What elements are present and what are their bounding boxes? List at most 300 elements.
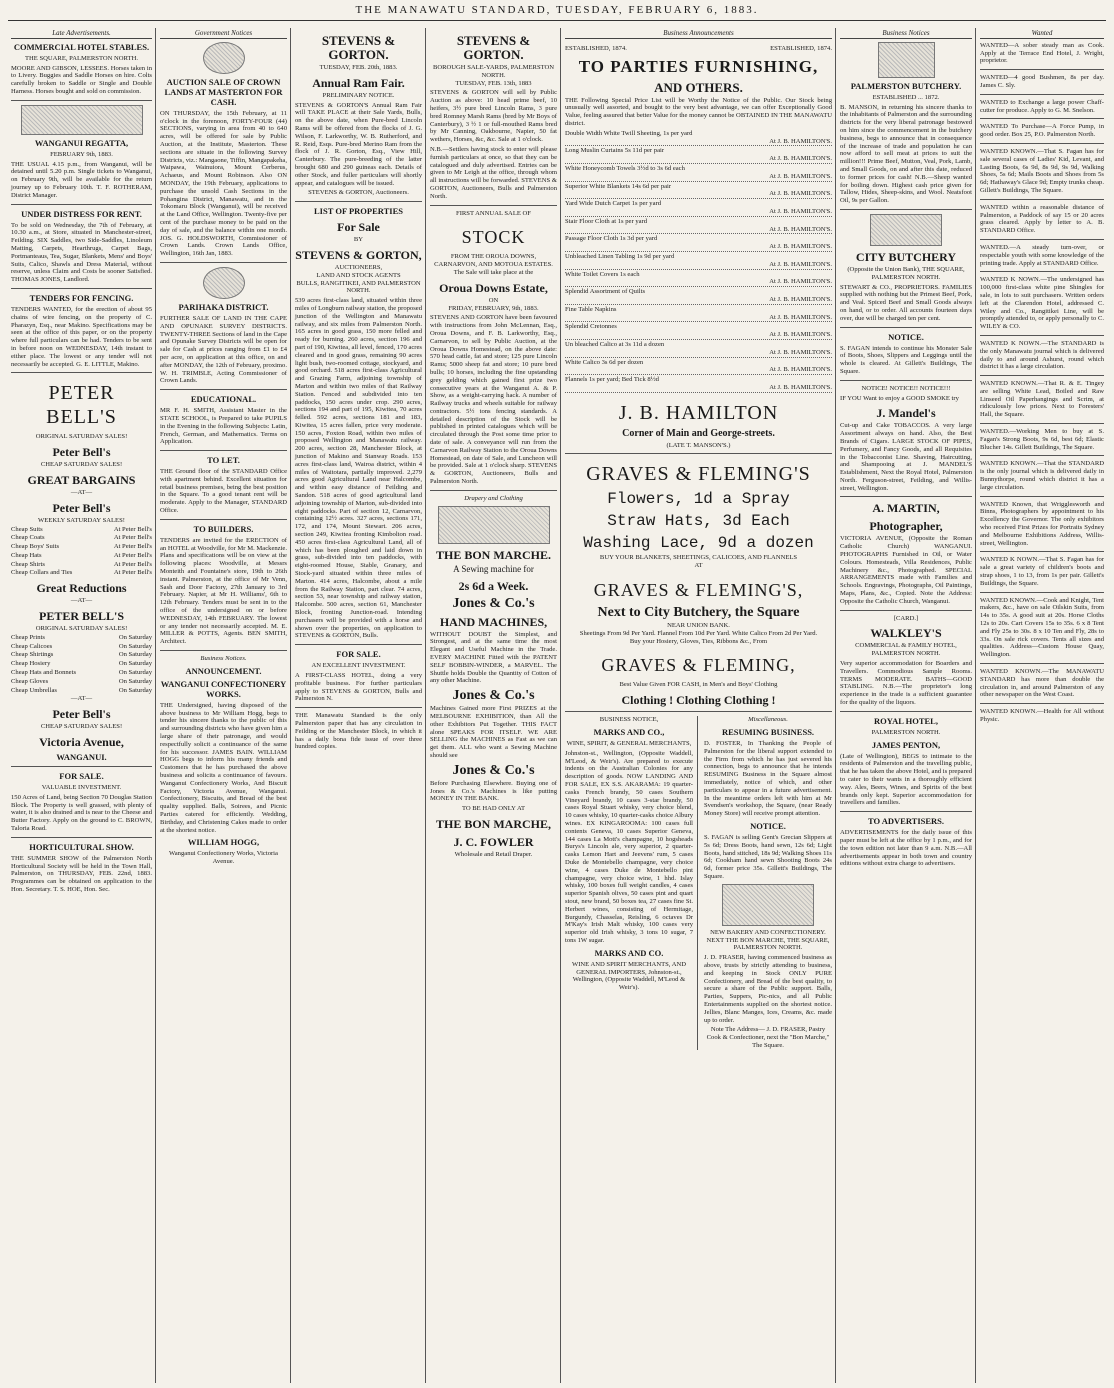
wanted-ad: WANTED within a reasonable distance of Palmerston, a Paddock of say 15 or 20 acres grass cleared. Apply by letter to A. B. STANDARD Office. [980, 203, 1104, 235]
column-wanted [977, 30, 1107, 1380]
resuming-title: RESUMING BUSINESS. [721, 727, 815, 738]
item-name: Cheap Suits [11, 525, 43, 533]
item-where: At J. B. HAMILTON'S. [769, 348, 832, 356]
card-label: [CARD.] [893, 614, 919, 622]
item-name: Cheap Umbrellas [11, 686, 57, 694]
wanted-ad: WANTED—A sober steady man as Cook. Apply at the Terrace End Hotel, J. Wright, proprietor. [980, 41, 1104, 65]
wanted-ad: WANTED.—Working Men to buy at S. Fagan's Strong Boots, 9s 6d, best 6d; Elastic Blucher 14s. Gillett Buildings, The Square. [980, 428, 1104, 451]
best-value: Best Value Given FOR CASH, in Men's and Boys' Clothing [619, 681, 778, 689]
for-sale-heading: FOR SALE. [336, 649, 381, 660]
confectionery-body: THE Undersigned, having disposed of the above business to Mr William Hogg, begs to tender his sincere thanks to the public of this and surrounding districts who have given him a large share of their patronage, and would respectfully solicit a continuance of the same for his successor. JAMES BAIN. WILLIAM HOGG begs to inform his many friends and Customers that he has purchased the above business and solicits a continuance of favours. Wanganui Confectionery Works, And Biscuit Factory, Victoria Avenue, Wanganui. Confectionery, Biscuits, and Bread of the best quality supplied. Balls, Soirees, and Picnic Parties catered for efficiently. Wedding, Birthday, and Christening Cakes made to order at the shortest notice. [160, 701, 287, 834]
jones-title: Jones & Co.'s [452, 595, 535, 611]
hand-machines: HAND MACHINES, [439, 614, 548, 629]
item-name: Double Width White Twill Sheeting, 1s per yard [565, 129, 693, 137]
price-list-1 [11, 526, 152, 578]
and-others: AND OTHERS. [654, 79, 743, 95]
first-annual-sale: FIRST ANNUAL SALE OF [456, 209, 531, 217]
ad-stables [11, 42, 152, 96]
city-butchery-address: (Opposite the Union Bank), THE SQUARE, PALMERSTON NORTH. [847, 265, 965, 281]
peter-bell-name-2: Peter Bell's [52, 707, 111, 722]
sewing-machine-offer: A Sewing machine for [453, 563, 534, 574]
column-divider [560, 28, 561, 1383]
item-name: Long Muslin Curtains 5s 11d per pair [565, 147, 665, 155]
notice-triple: NOTICE! NOTICE!! NOTICE!!! [861, 384, 951, 392]
peter-bell-title-2: PETER BELL'S [38, 609, 125, 624]
item-when: On Saturday [118, 686, 152, 694]
list-item [11, 534, 152, 542]
divider [11, 766, 152, 767]
fagan-body: S. FAGAN is selling Gent's Grecian Slippers at 5s 6d; Dress Boots, hand sewn, 12s 6d; Light Boots, hand stitched, 18s 9d; Walking Shoes 11s 6d; Cookham hand sewn Shooting Boots 24s 6d, former price 35s. Gillett's Buildings, The Square. [704, 834, 832, 881]
divider [980, 271, 1104, 272]
confectionery-title: WANGANUI CONFECTIONERY WORKS. [160, 678, 287, 699]
royal-hotel-sub: PALMERSTON NORTH. [871, 728, 941, 736]
divider [11, 837, 152, 838]
city-butchery: CITY BUTCHERY [855, 249, 957, 264]
item-where: At J. B. HAMILTON'S. [769, 260, 832, 268]
bakery-location: NEXT THE BON MARCHE, THE SQUARE, PALMERSTON NORTH. [706, 936, 830, 952]
palmerston-butchery: PALMERSTON BUTCHERY. [850, 80, 962, 91]
divider [980, 551, 1104, 552]
ad-subtitle: FEBRUARY 9th, 1883. [50, 150, 113, 158]
column-divider [425, 28, 426, 1383]
divider [840, 380, 972, 381]
victoria-avenue: Victoria Avenue, [39, 735, 124, 750]
list-item [565, 376, 832, 393]
column-business-announcements [562, 30, 835, 1380]
established-row [565, 45, 832, 53]
preliminary-notice: PRELIMINARY NOTICE. [322, 91, 395, 99]
to-let-body: THE Ground floor of the STANDARD Office with apartment behind. Excellent situation for retail business premises, being the best position in the Square. To a good tenant rent will be moderate. Apply to the Manager, STANDARD Office. [160, 468, 287, 515]
bon-marche-title-2: THE BON MARCHE, [435, 817, 551, 831]
divider [840, 496, 972, 497]
item-name: Cheap Shirtings [11, 651, 54, 659]
price-list-2 [11, 634, 152, 695]
smoke-line: IF YOU Want to enjoy a GOOD SMOKE try [840, 394, 959, 402]
item-name: Cheap Prints [11, 633, 45, 641]
divider [840, 209, 972, 210]
item-when: On Saturday [118, 669, 152, 677]
item-where: At J. B. HAMILTON'S. [769, 366, 832, 374]
ad-distress [11, 209, 152, 284]
item-where: At Peter Bell's [113, 569, 152, 577]
item-where: At J. B. HAMILTON'S. [769, 190, 832, 198]
list-item [11, 687, 152, 695]
divider [295, 707, 422, 708]
stock-body: STEVENS AND GORTON have been favoured with instructions from John McLennan, Esq., Oroua Downs, and F. B. Larkworthy, Esq., Carnarvon, to sell by Public Auction, at the Oroua Downs Homestead, on the above date: 570 head cattle, fat and store; 125 pure Lincoln Rams; 5000 sheep fat and store; 10 pure bred bulls; 10 horses, including the fine upstanding grey gelding which gained first prize two consecutive years at the Wanganui A. & P. Show, as a weight-carrying hack. A number of Railway trucks and wheels suitable for railway contractors. 5½ tons fencing standards. A detailed description of the Stock will be published in printed catalogues which will be circulated through the Post some time prior to date of sale. A conveyance will run from the Carnarvon Railway Station to the Oroua Downs Homestead, on date of Sale, and Luncheon will be provided. Sale at 1 o'clock sharp. STEVENS & GORTON, Auctioneers, Bulls and Palmerston North. [430, 314, 557, 486]
item-name: Un bleached Calico at 3s 11d a dozen [565, 340, 665, 348]
wanted-ad: WANTED KNOWN.—Health for All without Physic. [980, 708, 1104, 723]
ram-fair-title: Annual Ram Fair. [312, 75, 405, 90]
divider [980, 455, 1104, 456]
wanted-ad: WANTED KNOWN.—That the STANDARD is the only journal which is delivered daily in Bunnythorpe, round which district it has a large circulation. [980, 460, 1104, 491]
wanted-ad: WANTED K NOWN.—That S. Fagan has for sale a great variety of children's boots and strap shoes, 1 to 13, from 1s per pair. Gillett's Buildings, the Square. [980, 556, 1104, 587]
wanted-ad: WANTED KNOWN.—Cook and Knight, Tent makers, &c., have on sale Oilskin Suits, from 14s to 35s. A good suit at 20s. Horse Cloths 12s to 20s. Cart Covers 15s to 35s. 6 x 8 Tent and Fly 25s to 30s. 8 x 10 Ten and Fly, 28s to 33s. On sale rick covers. Tents all sizes and qualities. Address—Custom House Quay, Wellington. [980, 596, 1104, 659]
divider [980, 703, 1104, 704]
list-item [565, 147, 832, 164]
section-heading: Business Notices [840, 30, 972, 39]
horticultural-show-body: THE SUMMER SHOW of the Palmerston North Horticultural Society will be held in the Town Hall, Palmerston, on THURSDAY, FEB. 22nd, 1883. Programmes can be obtained on application to the Hon. Secretary. T. S. HOE, Hon. Sec. [11, 854, 152, 894]
before-body: Before Purchasing Elsewhere. Buying one of Jones & Co.'s Machines is like putting MONEY IN THE BANK. [430, 779, 557, 803]
divider [980, 69, 1104, 70]
list-item [11, 552, 152, 560]
section-heading: Late Advertisements. [11, 30, 152, 39]
ad-title: COMMERCIAL HOTEL STABLES. [13, 41, 150, 52]
peter-bell-cheap-sub: CHEAP SATURDAY SALES! [40, 461, 123, 469]
section-heading: Wanted [980, 30, 1104, 39]
hogg-address: Wanganui Confectionery Works, Victoria Avenue. [169, 850, 278, 866]
hamilton-price-list [565, 130, 832, 393]
ad-subtitle: THE SQUARE, PALMERSTON NORTH. [25, 54, 138, 62]
martin-title: A. MARTIN, [872, 501, 940, 516]
item-name: Cheap Shirts [11, 560, 45, 568]
investment-label: AN EXCELLENT INVESTMENT. [311, 662, 406, 670]
column-divider [835, 28, 836, 1383]
to-advertisers-title: TO ADVERTISERS. [867, 816, 945, 827]
divider [11, 288, 152, 289]
marks-sub: WINE, SPIRIT, & GENERAL MERCHANTS, [566, 740, 692, 748]
hamilton-late: (LATE T. MANSON'S.) [666, 441, 731, 449]
miscellaneous-column [704, 716, 832, 1050]
list-item [565, 253, 832, 270]
divider [980, 199, 1104, 200]
item-name: Yard Wide Dutch Carpet 1s per yard [565, 200, 661, 208]
list-item [565, 218, 832, 235]
straw-hats-offer: Straw Hats, 3d Each [607, 512, 790, 531]
column-government-notices [157, 30, 290, 1380]
list-item [11, 561, 152, 569]
wanted-ad: WANTED—4 good Bushmen, 8s per day. James C. Sly. [980, 74, 1104, 89]
sale-date: TUESDAY, FEB. 20th, 1883. [319, 64, 398, 71]
item-name: Cheap Hosiery [11, 660, 51, 668]
item-when: On Saturday [118, 660, 152, 668]
divider [980, 143, 1104, 144]
furnishing-intro: THE Following Special Price List will be Worthy the Notice of the Public. Our Stock being unusually well assorted, and bought to the very best advantage, we can offer Exceptionally Good Value, feeling assured that better Value for the money cannot be OBTAINED IN THE MANAWATU district. [565, 96, 832, 127]
to-let-title: TO LET. [207, 455, 240, 466]
divider [840, 610, 972, 611]
list-item [565, 200, 832, 217]
standard-notice: THE Manawatu Standard is the only Palmerston paper that has any circulation in Feilding or the Manchester Block, in which it has a daily bona fide issue of over three hundred copies. [295, 712, 422, 751]
graves-title-2: GRAVES & FLEMING'S, [593, 580, 804, 601]
hamilton-title: J. B. HAMILTON [618, 401, 779, 424]
divider [980, 423, 1104, 424]
fowler-sub: Wholesale and Retail Draper. [454, 851, 533, 858]
stock-title: STOCK [461, 227, 526, 248]
ad-regatta [11, 138, 152, 200]
penton-name: JAMES PENTON, [871, 739, 941, 750]
list-item [565, 341, 832, 358]
established-right: ESTABLISHED, 1874. [770, 44, 832, 52]
wanted-ad: WANTED K NOWN.—The STANDARD is the only Manawatu journal which is delivered daily to and around Ashurst, round which district it has a large circulation. [980, 339, 1104, 371]
marks-sub-2: WINE AND SPIRIT MERCHANTS, AND GENERAL IMPORTERS, Johnston-st., Wellington, (Opposite Waddell, M'Leod & Weir's). [572, 960, 686, 992]
firm-title: STEVENS & GORTON. [456, 33, 531, 62]
sheep-engraving-icon [870, 214, 942, 246]
divider [980, 375, 1104, 376]
educational-body: MR F. H. SMITH, Assistant Master in the STATE SCHOOL, is Prepared to take PUPILS in the Evening in the following Subjects: Latin, French, German, and Mathematics. Terms on Application. [160, 407, 287, 446]
wanted-ad: WANTED Known, that Wrigglesworth and Binns, Photographers by appointment to his Excellency the Governor. The only exhibitors who received First Prizes for Portraits Sydney and Melbourne Exhibitions Address, Willis-street, Wellington. [980, 500, 1104, 547]
item-where: At Peter Bell's [113, 543, 152, 551]
column-divider [155, 28, 156, 1383]
marks-title: MARKS AND CO., [593, 727, 665, 738]
hogg-name: WILLIAM HOGG, [187, 837, 260, 848]
item-name: Stair Floor Cloth at 1s per yard [565, 217, 648, 225]
divider [980, 94, 1104, 95]
section-heading: Government Notices [160, 30, 287, 39]
sale-nb: N.B.—Settlers having stock to enter will please furnish particulars at once, so that they can be catalogued and duly advertised. Entries can be given to Mr Leigh at the office, through whom all instructions will be forwarded. STEVENS & GORTON, Auctioneers, Bulls and Palmerston North. [430, 145, 557, 200]
established-left: ESTABLISHED, 1874. [565, 44, 627, 52]
divider [980, 239, 1104, 240]
section-heading: Business Announcements [565, 30, 832, 39]
bull-engraving-icon [878, 42, 935, 78]
hotel-body: A FIRST-CLASS HOTEL, doing a very profitable business. For further particulars apply to STEVENS & GORTON, Bulls and Palmerston N. [295, 672, 422, 703]
wanted-ad: WANTED.—A steady turn-over, or respectable youth with some knowledge of the printing trade. Apply at STANDARD Office. [980, 243, 1104, 267]
item-name: Cheap Gloves [11, 677, 49, 685]
divider [295, 644, 422, 645]
for-sale-heading: FOR SALE. [59, 771, 104, 782]
item-where: At J. B. HAMILTON'S. [769, 243, 832, 251]
announcement-title: ANNOUNCEMENT. [185, 665, 262, 676]
item-where: At Peter Bell's [113, 560, 152, 568]
peter-bell-subtitle: ORIGINAL SATURDAY SALES! [35, 433, 128, 441]
divider [160, 650, 287, 651]
valuable-investment-body: 150 Acres of Land, being Section 70 Douglas Station Block. The Property is well grassed, with plenty of water, it is also drained and is near to the Cheese and Butter Factory. Apply on the ground to C. BROWN, Taloria Road. [11, 793, 152, 833]
wanganui: WANGANUI. [56, 752, 107, 763]
properties-title: LIST OF PROPERTIES [314, 206, 403, 217]
list-item [565, 271, 832, 288]
peter-bell-title: PETER BELL'S [46, 382, 117, 429]
buy-blankets: BUY YOUR BLANKETS, SHEETINGS, CALICOES, AND FLANNELS [599, 554, 798, 562]
item-where: At Peter Bell's [113, 525, 152, 533]
masthead: THE MANAWATU STANDARD, TUESDAY, FEBRUARY 6, 1883. [355, 4, 759, 16]
walkley-sub: COMMERCIAL & FAMILY HOTEL, PALMERSTON NORTH. [855, 642, 957, 658]
ad-body: THE USUAL 4.15 p.m., from Wanganui, will be detained until 5.20 p.m. Single tickets to Wanganui, on February 9th, will be available for the return journey up to February 10th. T. F. ROTHERAM, District Manager. [11, 160, 152, 199]
royal-hotel-title: ROYAL HOTEL, [874, 715, 938, 726]
divider [11, 204, 152, 205]
item-name: Passage Floor Cloth 1s 3d per yard [565, 235, 658, 243]
list-item [11, 569, 152, 577]
item-where: At J. B. HAMILTON'S. [769, 313, 832, 321]
places-label: BULLS, RANGITIKEI, AND PALMERSTON NORTH. [296, 279, 421, 295]
marks-title-2: MARKS AND CO. [594, 947, 664, 958]
list-item [11, 543, 152, 551]
peter-bell-cheap-sub-2: CHEAP SATURDAY SALES! [40, 723, 123, 731]
divider [840, 327, 972, 328]
fagan-body: S. FAGAN intends to continue his Monster Sale of Boots, Shoes, Slippers and Leggings until the whole is cleared. At Gillett's Buildings, The Square. [840, 344, 972, 375]
misc-heading: Miscellaneous. [748, 716, 788, 724]
item-when: On Saturday [118, 633, 152, 641]
column-divider [975, 28, 976, 1383]
item-where: At Peter Bell's [113, 534, 152, 542]
item-name: Splendid Assortment of Quilts [565, 288, 646, 296]
auction-body: ON THURSDAY, the 15th February, at 11 o'clock in the forenoon, FORTY-FOUR (44) SECTIONS, varying in area from 40 to 640 acres, will be offered for sale by Public Auction, at the Institute, Masterton. These sections are situate in the following Survey Districts, viz.: Mangaone, Tiffin, Mangapakeha, Waipawa, Wainuiora, Mount Cerberus, Achaeus, and Mount Robinson. Also ON MONDAY, the 19th February, applications to purchase the unsold Cash Sections in the Pohangina District, Manawatu, and in the Tokomaru Block (Wanganui), will be received at the Land Office, Wellington. Twenty-five per cent of the purchase money to be paid on the day of sale, and the balance within one month. JOS. G. HOLDSWORTH, Commissioner of Crown Lands. Crown Lands Office, Wellington, 16th Jan, 1883. [160, 109, 287, 258]
at-label: AT [694, 562, 703, 570]
column-business-notices [837, 30, 975, 1380]
builders-title: TO BUILDERS. [193, 523, 254, 534]
sheeting-prices: Sheetings From 9d Per Yard. Flannel From 10d Per Yard. White Calico From 2d Per Yard. [579, 629, 818, 637]
walkley-body: Very superior accommodation for Boarders and Travellers. Commodious Sample Rooms. TERMS MODERATE. BATHS—GOOD STABLING. N.B.—The proprietor's long experience in the trade is a sufficient guarantee for the quality of the liquors. [840, 660, 972, 707]
ad-title: WANGANUI REGATTA, [34, 137, 129, 148]
auctioneers-label: AUCTIONEERS, [334, 263, 383, 271]
fowler-name: J. C. FOWLER [453, 835, 534, 849]
at-label: —AT— [70, 695, 93, 703]
fraser-body: J. D. FRASER, having commenced business as above, trusts by strictly attending to business, and keeping in Stock ONLY PURE Confectionery, and Bread of the best quality, to secure a share of the Public support. Balls, Parties, Suppers, Pic-nics, and all Public Entertainments supplied on the shortest notice. Jellies, Blanc Manges, Ices, Creams, &c. made up to order. [704, 954, 832, 1024]
photographer-body: VICTORIA AVENUE, (Opposite the Roman Catholic Church) WANGANUI. PHOTOGRAPHS Furnished in Oil, or Water Colours. Homesteads, Villa Residences, Public Machinery &c., Photographed. SPECIAL ARRANGEMENTS made with Families and Schools. Engravings, Photographs, Oil Paintings, Maps, Plans, &c., Copied. Note the Address: Opposite the Catholic Church, Wanganui. [840, 535, 972, 605]
peter-bell-cheap: Peter Bell's [52, 445, 111, 460]
stock-date: FRIDAY, FEBRUARY, 9th, 1883. [448, 304, 539, 312]
item-where: At J. B. HAMILTON'S. [769, 172, 832, 180]
peter-bell-subtitle-2: ORIGINAL SATURDAY SALES! [35, 625, 128, 633]
divider [160, 519, 287, 520]
list-item [565, 288, 832, 305]
item-where: At J. B. HAMILTON'S. [769, 155, 832, 163]
column-stevens-gorton-2 [427, 30, 560, 1380]
at-label: —AT— [70, 597, 93, 605]
auctioneers-sign: STEVENS & GORTON, Auctioneers. [308, 189, 409, 197]
list-item [11, 678, 152, 686]
divider [980, 496, 1104, 497]
graves-title: GRAVES & FLEMING'S [586, 463, 811, 486]
prize-body: Machines Gained more First PRIZES at the MELBOURNE EXHIBITION, than All the other Exhibitors Put Together. THIS FACT alone SPEAKS FOR ITSELF. WE ARE SELLING the MACHINES as Fast as we can get them. ALL who want a Sewing Machine should see [430, 705, 557, 760]
item-where: At J. B. HAMILTON'S. [769, 207, 832, 215]
wanted-ad: WANTED KNOWN.—That S. Fagan has for sale several cases of Ladies' Kid, Levant, and Lasting Boots, 6s 9d, 8s 9d, 9s 9d, Walking Shoes, 5s 6d; Mails Boots and Shoes from 5s 6d; Hathaway's Glace 9d; Empty trunks cheap. Gillett's Buildings, The Square. [980, 147, 1104, 194]
stock-from: FROM THE OROUA DOWNS, CARNARVON, AND MOTOUA ESTATES. [434, 253, 553, 269]
item-name: Cheap Calicoes [11, 642, 53, 650]
divider [295, 201, 422, 202]
item-where: At J. B. HAMILTON'S. [769, 225, 832, 233]
lower-two-columns [565, 716, 832, 1050]
flowers-offer: Flowers, 1d a Spray [607, 490, 790, 509]
by-label: BY [353, 236, 364, 244]
list-item [11, 651, 152, 659]
mandel-title: J. Mandel's [876, 406, 936, 421]
bakery-engraving-icon [722, 884, 814, 926]
auction-title: AUCTION SALE OF CROWN LANDS AT MASTERTON FOR CASH. [164, 76, 283, 107]
jones-title-2: Jones & Co.'s [452, 688, 535, 704]
estate-name: Oroua Downs Estate, [439, 280, 548, 295]
item-where: At J. B. HAMILTON'S. [769, 331, 832, 339]
agents-label: LAND AND STOCK AGENTS [316, 271, 401, 279]
column-stevens-gorton-1 [292, 30, 425, 1380]
item-name: White Honeycomb Towels 3½d to 3s 6d each [565, 164, 685, 172]
business-notices-heading: Business Notices. [200, 655, 247, 663]
weekly-price: 2s 6d a Week. [458, 578, 529, 593]
fraser-address: Note The Address— J. D. FRASER, Pastry Cook & Confectioner, next the "Bon Marche," The Square. [706, 1026, 830, 1049]
item-when: On Saturday [118, 677, 152, 685]
list-item [565, 359, 832, 376]
valuable-investment: VALUABLE INVESTMENT. [41, 784, 122, 792]
graves-address: Next to City Butchery, the Square [597, 605, 800, 621]
notice-title: NOTICE. [888, 331, 924, 342]
item-where: At Peter Bell's [113, 551, 152, 559]
list-item [565, 235, 832, 252]
item-name: Superior White Blankets 14s 6d per pair [565, 182, 672, 190]
marks-body: Johnston-st., Wellington, (Opposite Waddell, M'Leod, & Weir's). Are prepared to execute indents on the Australian Colonies for any description of goods. NOW LANDING AND FOR SALE, EX S.S. AKARAMA: 19 quarter-casks French brandy, 50 cases Southern Vineyard brandy, 10 cases 3-star brandy, 50 cases Royal Stuart whisky, very choice blend, 10 cases whisky, 10 quarter-casks choice Albury wines. EX KINGAROOMA: 100 cases full contents Geneva, 10 cases Superior Geneva, 144 cases La Mott's champagne, 10 hogsheads Burys's Lincoln ale, very superior, 2 quarter-casks Lemon Hart and Jeevens' rum, 5 cases Duke de Montebello champagne, very choice wine, 4 cases Duke de Montebello pint champagne, very choice wine, 1 hhd. Islay whisky, 100 boxes full weight candles, 4 cases superior Spanish olives, 50 cases pint and quart stout, new brand, 50 boxes tea, 27 cases fine St. Herbert wines, consisting of Hermitage, Burgundy, Chasselas, Reisling, 6 octaves Dr M'Kay's Irish Malt whisky, 100 cases very superior old Irish whisky, 3 tons 10 sugar, 7 tons 1W sugar. [565, 749, 693, 944]
item-name: Cheap Collars and Ties [11, 569, 73, 577]
for-sale: For Sale [337, 220, 380, 235]
royal-crest-icon [203, 42, 245, 74]
to-be-had: TO BE HAD ONLY AT [461, 805, 526, 813]
peter-bell-name: Peter Bell's [52, 500, 111, 515]
divider [160, 262, 287, 263]
divider [980, 335, 1104, 336]
weekly-sales: WEEKLY SATURDAY SALES! [38, 516, 125, 524]
list-item [565, 306, 832, 323]
drapery-heading: Drapery and Clothing [464, 494, 523, 502]
list-item [11, 526, 152, 534]
divider [980, 592, 1104, 593]
divider [840, 711, 972, 712]
item-where: At J. B. HAMILTON'S. [769, 278, 832, 286]
item-name: Cheap Coats [11, 534, 45, 542]
district-body: FURTHER SALE OF LAND IN THE CAPE AND OPUNAKE SURVEY DISTRICTS. TWENTY-THREE Sections of land in the Cape and Opunake Survey Districts will be open for sale for Cash at prices ranging from £1 to £4 per acre, on application at this office, on and after MONDAY, the 12th of February, proximo. W. H. TRIMBLE, Acting Commissioner of Crown Lands. [160, 314, 287, 385]
foster-body: D. FOSTER, In Thanking the People of Palmerston for the liberal support extended to the Firm from which he has just severed his connection, begs to announce that he intends RESUMING Business in the Square almost immediately, notice of which, and other particulars to appear in a future advertisement. In the meantime orders left with him at Mr Svendsen's workshop, the Square, (near Ready Money Store) will receive prompt attention. [704, 740, 832, 818]
ad-body: To be sold on Wednesday, the 7th of February, at 10.30 a.m., at Store, situated in Manchester-street, Feilding. SIX Saddles, two Side-Saddles, Linoleum Matting, Carpets, Hearthrugs, Carpet Bags, Portmanteaus, Tea, Sugar, Blankets, Mens' and Boys' Suits, Calico, Shawls and Dress Material, without reserve, unless Claim and Costs be sooner Satisfied. THOMAS JONES, Landlord. [11, 221, 152, 284]
divider [430, 490, 557, 491]
manson-body: B. MANSON, in returning his sincere thanks to the inhabitants of Palmerston and the surrounding districts for the very liberal patronage bestowed on him since the commencement in the butchery business, begs to announce that in consequence of the increase of trade and population he can now afford to sell meat at prices to suit the million!!! Prime Beef, Mutton, Veal, Pork, Lamb, and Small Goods, on and after this date, reduced to former prices for cash! N.B.—Sheep wanted for boiling down. Highest cash price given for Tallow, Hides, Sheep-skins, and Wool. Neatsfoot Oil, 9s per Gallon. [840, 103, 972, 205]
divider [11, 372, 152, 373]
firm-name: STEVENS & GORTON, [295, 247, 422, 262]
list-item [565, 183, 832, 200]
divider [840, 811, 972, 812]
ram-fair-body: STEVENS & GORTON'S Annual Ram Fair will TAKE PLACE at their Sale Yards, Bulls, on the above date, when Pure-bred Lincoln Rams will be offered from the flocks of J. G. Wilson, F. Larkworthy, W. B. Rutherford, and R. Reid, Esqs. Pure-bred Merino Ram from the flock of J. R. Gorton, Esq., View Hill, Canterbury. The pure-breeding of the latter brought 680 and 290 guineas each. Details of other Stock, and fuller particulars will shortly appear, and catalogues will be issued. [295, 101, 422, 187]
butchery-established: ESTABLISHED ... 1872. [872, 93, 940, 101]
to-advertisers-body: ADVERTISEMENTS for the daily issue of this paper must be left at the office by 1 p.m., and for the town edition not later than 9 a.m. N.B.—All advertisements appear in both town and country editions without extra charge to advertisers. [840, 829, 972, 868]
bon-marche-title: THE BON MARCHE. [435, 547, 551, 562]
bakery-title: NEW BAKERY AND CONFECTIONERY. [710, 928, 826, 936]
list-item [11, 634, 152, 642]
masthead-rule [8, 20, 1106, 21]
royal-crest-icon [203, 267, 245, 299]
ad-title: UNDER DISTRESS FOR RENT. [21, 208, 142, 219]
item-name: Fine Table Napkins [565, 305, 617, 313]
educational-title: EDUCATIONAL. [190, 394, 257, 405]
divider [160, 389, 287, 390]
hand-machines-body: WITHOUT DOUBT the Simplest, and Strongest, and at the same time the most Elegant and Useful Machine in the Trade. EVERY MACHINE Fitted with the PATENT SELF BOBBIN-WINDER, a MARVEL. The Shuttle holds Double the Quantity of Cotton of any other Machine. [430, 630, 557, 685]
column-divider [290, 28, 291, 1383]
firm-title: STEVENS & GORTON. [321, 33, 396, 62]
business-notice: BUSINESS NOTICE, [599, 716, 659, 724]
list-item [11, 669, 152, 677]
great-bargains: GREAT BARGAINS [27, 472, 136, 487]
furnishing-title: TO PARTIES FURNISHING, [578, 56, 819, 76]
ad-fencing [11, 293, 152, 368]
list-item [565, 323, 832, 340]
item-name: Flannels 1s per yard; Bed Tick 8½d [565, 376, 659, 384]
list-item [565, 130, 832, 147]
sale-body: STEVENS & GORTON will sell by Public Auction as above: 10 head prime beef, 10 heifers, 3½ pure bred Lincoln Rams, 3 pure bred Romney Marsh Rams (bred by Mr Boys of Canterbury), 3 ½ 1 or full-mouthed Rams bred by Mr Canning, Oakbourne, Napier, 50 fat wethers, Horses, &c, &c. Sale at 1 o'clock. [430, 89, 557, 144]
at-label: —AT— [70, 488, 93, 496]
list-item [11, 660, 152, 668]
divider [980, 663, 1104, 664]
item-where: At J. B. HAMILTON'S. [769, 383, 832, 391]
ad-title: TENDERS FOR FENCING. [29, 292, 134, 303]
notice-title: NOTICE. [750, 821, 786, 832]
district-title: PARIHAKA DISTRICT. [178, 301, 269, 312]
shopfront-engraving-icon [438, 506, 550, 544]
walkley-title: WALKLEY'S [870, 626, 942, 641]
wanted-ad: WANTED K NOWN.—The undersigned has 100,000 first-class white pine Shingles for sale, in lots to suit purchasers. Written orders left at the Clarendon Hotel, addressed C. Wiley and Co., Rangitikei Line, will be promptly attended to, or apply personally to C. WILEY & CO. [980, 276, 1104, 331]
item-name: Cheap Boys' Suits [11, 543, 60, 551]
list-item [11, 643, 152, 651]
stock-place: The Sale will take place at the [453, 268, 534, 276]
divider [160, 450, 287, 451]
lace-offer: Washing Lace, 9d a dozen [583, 534, 814, 553]
near-union-bank: NEAR UNION BANK. [667, 622, 730, 630]
horticultural-show-heading: HORTICULTURAL SHOW. [29, 841, 134, 852]
item-name: Cheap Hats and Bonnets [11, 669, 77, 677]
sale-date: TUESDAY, FEB. 13th, 1883 [455, 79, 532, 87]
item-where: At J. B. HAMILTON'S. [769, 137, 832, 145]
marks-and-co-column [565, 716, 698, 1050]
